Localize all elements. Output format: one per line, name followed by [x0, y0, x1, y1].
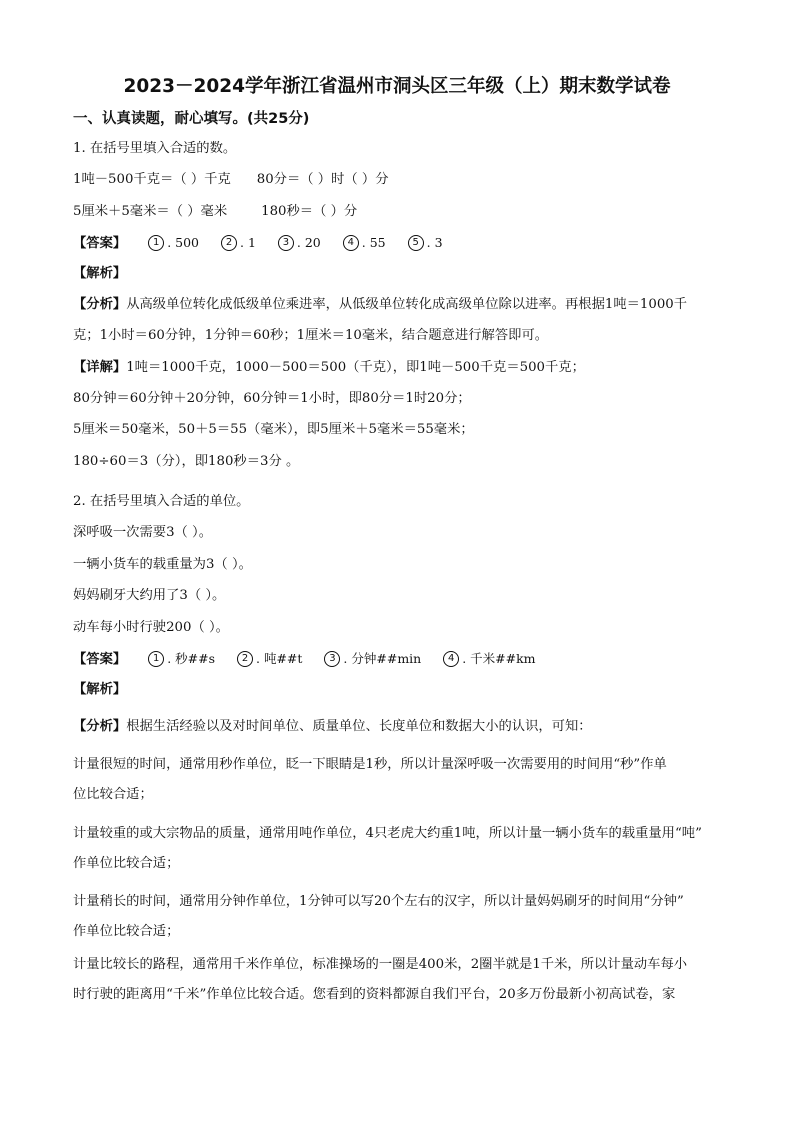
- xiangjie-tag: 【详解】: [73, 360, 127, 375]
- answer-value: . 500: [167, 235, 199, 250]
- answer-value: . 吨##t: [256, 651, 303, 666]
- answer-value: . 55: [361, 235, 386, 250]
- detail-line-3: 5厘米＝50毫米，50＋5＝55（毫米），即5厘米＋5毫米＝55毫米；: [73, 422, 474, 437]
- question-1-line-2: [73, 203, 357, 221]
- para-2-line-2: 作单位比较合适；: [73, 856, 180, 871]
- circled-number: 5: [408, 235, 424, 251]
- analysis-text: 根据生活经验以及对时间单位、质量单位、长度单位和数据大小的认识，可知：: [126, 719, 592, 734]
- para-3-line-2: 作单位比较合适；: [73, 924, 180, 939]
- blank-b: 80分＝（ ）时（ ）分: [256, 172, 389, 187]
- analysis-line-1: [73, 296, 687, 314]
- question-1-line-1: [73, 171, 389, 189]
- answer-value: . 秒##s: [167, 651, 215, 666]
- para-4-line-2: 时行驶的距离用“千米”作单位比较合适。您看到的资料都源自我们平台，20多万份最新小初高试卷，家: [73, 987, 676, 1002]
- question-1-stem: 1. 在括号里填入合适的数。: [73, 141, 237, 156]
- para-1-line-2: 位比较合适；: [73, 787, 153, 802]
- answer-row-1: [73, 234, 443, 253]
- question-2-line-2: 一辆小货车的载重量为3（ ）。: [73, 557, 252, 572]
- para-2-line-1: 计量较重的或大宗物品的质量，通常用吨作单位，4只老虎大约重1吨，所以计量一辆小货车的载重量用“吨”: [73, 826, 702, 841]
- answer-value: . 20: [296, 235, 321, 250]
- answer-value: . 1: [240, 235, 256, 250]
- circled-number: 2: [221, 235, 237, 251]
- page-title: 2023－2024学年浙江省温州市洞头区三年级（上）期末数学试卷: [123, 76, 671, 97]
- circled-number: 1: [148, 651, 164, 667]
- circled-number: 1: [148, 235, 164, 251]
- detail-line-4: 180÷60＝3（分），即180秒＝3分 。: [73, 454, 300, 469]
- circled-number: 2: [237, 651, 253, 667]
- detail-text: 1吨＝1000千克，1000－500＝500（千克），即1吨－500千克＝500千克；: [126, 360, 585, 375]
- para-4-line-1: 计量比较长的路程，通常用千米作单位，标准操场的一圈是400米，2圈半就是1千米，所以计量动车每小: [73, 957, 688, 972]
- circled-number: 3: [324, 651, 340, 667]
- circled-number: 4: [343, 235, 359, 251]
- para-1-line-1: 计量很短的时间，通常用秒作单位，眨一下眼睛是1秒，所以计量深呼吸一次需要用的时间用“秒”作单: [73, 757, 667, 772]
- circled-number: 4: [443, 651, 459, 667]
- detail-line-2: 80分钟＝60分钟＋20分钟，60分钟＝1小时，即80分＝1时20分；: [73, 391, 471, 406]
- fenxi-tag: 【分析】: [73, 719, 127, 734]
- answer-tag: 【答案】: [73, 236, 127, 251]
- para-3-line-1: 计量稍长的时间，通常用分钟作单位，1分钟可以写20个左右的汉字，所以计量妈妈刷牙的时间用“分钟”: [73, 894, 684, 909]
- fenxi-tag: 【分析】: [73, 297, 127, 312]
- answer-value: . 千米##km: [462, 651, 536, 666]
- analysis-tag: 【解析】: [73, 682, 127, 697]
- analysis-text: 从高级单位转化成低级单位乘进率，从低级单位转化成高级单位除以进率。再根据1吨＝1000千: [126, 297, 688, 312]
- circled-number: 3: [278, 235, 294, 251]
- question-2-line-1: 深呼吸一次需要3（ ）。: [73, 525, 213, 540]
- blank-a: 1吨－500千克＝（ ）千克: [73, 172, 231, 187]
- answer-row-2: [73, 650, 536, 669]
- blank-d: 180秒＝（ ）分: [261, 204, 358, 219]
- analysis-line-2: 克；1小时＝60分钟，1分钟＝60秒；1厘米＝10毫米，结合题意进行解答即可。: [73, 328, 549, 343]
- detail-line-1: [73, 359, 585, 377]
- blank-c: 5厘米＋5毫米＝（ ）毫米: [73, 204, 228, 219]
- analysis-line-1: [73, 718, 592, 736]
- analysis-tag: 【解析】: [73, 266, 127, 281]
- section-heading: 一、认真读题，耐心填写。(共25分): [73, 111, 310, 127]
- question-2-line-4: 动车每小时行驶200（ ）。: [73, 620, 229, 635]
- question-2-line-3: 妈妈刷牙大约用了3（ ）。: [73, 588, 226, 603]
- question-2-stem: 2. 在括号里填入合适的单位。: [73, 494, 250, 509]
- answer-value: . 3: [426, 235, 443, 250]
- answer-value: . 分钟##min: [343, 651, 422, 666]
- answer-tag: 【答案】: [73, 652, 127, 667]
